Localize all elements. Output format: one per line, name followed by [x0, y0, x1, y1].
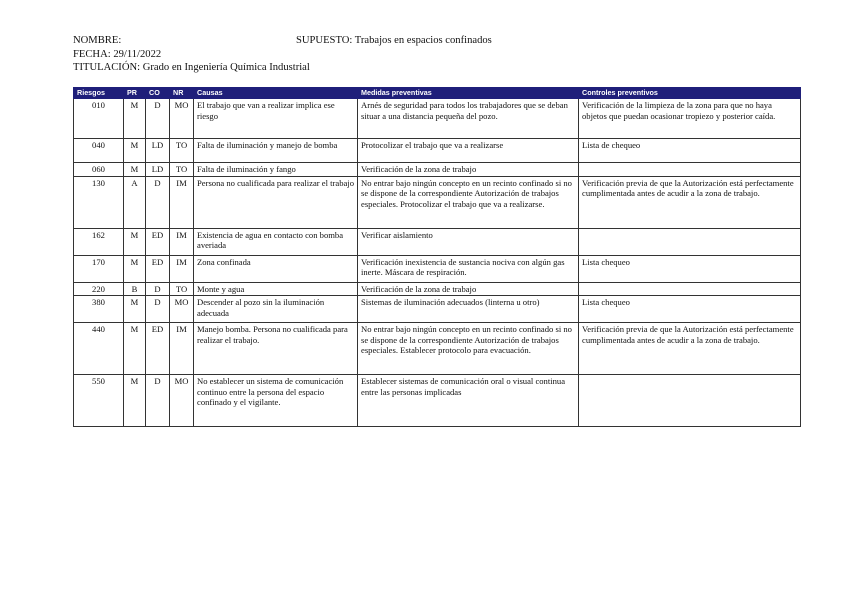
cell-riesgo: 130 — [74, 176, 124, 228]
cell-pr: B — [124, 282, 146, 296]
cell-causa: No establecer un sistema de comunicación continuo entre la persona del espacio confinado y el vigilante. — [194, 375, 358, 427]
table-row — [74, 375, 801, 427]
cell-nr: TO — [170, 282, 194, 296]
cell-co: LD — [146, 163, 170, 177]
cell-control: Verificación de la limpieza de la zona para que no haya objetos que puedan ocasionar tropiezo y posterior caída. — [579, 99, 801, 139]
cell-riesgo: 162 — [74, 228, 124, 255]
cell-nr: TO — [170, 163, 194, 177]
cell-pr: M — [124, 323, 146, 375]
cell-riesgo: 170 — [74, 255, 124, 282]
header-co: CO — [146, 88, 170, 99]
table-row — [74, 255, 801, 282]
cell-nr: IM — [170, 323, 194, 375]
header-controles: Controles preventivos — [579, 88, 801, 99]
cell-control: Verificación previa de que la Autorización está perfectamente cumplimentada antes de acudir a la zona de trabajo. — [579, 176, 801, 228]
cell-co: ED — [146, 255, 170, 282]
table-row — [74, 99, 801, 139]
cell-pr: M — [124, 139, 146, 163]
cell-causa: El trabajo que van a realizar implica ese riesgo — [194, 99, 358, 139]
cell-pr: M — [124, 99, 146, 139]
header-causas: Causas — [194, 88, 358, 99]
cell-nr: TO — [170, 139, 194, 163]
cell-nr: MO — [170, 375, 194, 427]
cell-control — [579, 282, 801, 296]
cell-riesgo: 060 — [74, 163, 124, 177]
cell-control — [579, 375, 801, 427]
cell-medida: Sistemas de iluminación adecuados (linterna u otro) — [358, 296, 579, 323]
cell-nr: MO — [170, 99, 194, 139]
cell-control — [579, 228, 801, 255]
cell-riesgo: 440 — [74, 323, 124, 375]
table-row — [74, 228, 801, 255]
cell-riesgo: 220 — [74, 282, 124, 296]
cell-co: D — [146, 99, 170, 139]
cell-control: Lista chequeo — [579, 255, 801, 282]
supuesto-label: SUPUESTO: Trabajos en espacios confinados — [296, 35, 492, 46]
cell-medida: No entrar bajo ningún concepto en un recinto confinado si no se dispone de la correspondiente Autorización de trabajos especiales. Establecer protocolo para evacuación. — [358, 323, 579, 375]
cell-medida: Verificación de la zona de trabajo — [358, 282, 579, 296]
cell-control: Verificación previa de que la Autorización está perfectamente cumplimentada antes de acudir a la zona de trabajo. — [579, 323, 801, 375]
header-riesgos: Riesgos — [74, 88, 124, 99]
cell-nr: MO — [170, 296, 194, 323]
cell-riesgo: 040 — [74, 139, 124, 163]
table-row — [74, 323, 801, 375]
cell-medida: Verificación de la zona de trabajo — [358, 163, 579, 177]
cell-control: Lista de chequeo — [579, 139, 801, 163]
cell-nr: IM — [170, 176, 194, 228]
cell-pr: M — [124, 255, 146, 282]
cell-control — [579, 163, 801, 177]
document-header — [73, 34, 310, 75]
cell-medida: Protocolizar el trabajo que va a realizarse — [358, 139, 579, 163]
nombre-label: NOMBRE: — [73, 35, 122, 46]
cell-causa: Falta de iluminación y manejo de bomba — [194, 139, 358, 163]
cell-riesgo: 550 — [74, 375, 124, 427]
header-nr: NR — [170, 88, 194, 99]
cell-co: D — [146, 375, 170, 427]
cell-causa: Manejo bomba. Persona no cualificada para realizar el trabajo. — [194, 323, 358, 375]
cell-pr: M — [124, 296, 146, 323]
cell-co: D — [146, 176, 170, 228]
fecha-label: FECHA: 29/11/2022 — [73, 48, 162, 60]
cell-riesgo: 380 — [74, 296, 124, 323]
titulacion-label: TITULACIÓN: Grado en Ingeniería Química Industrial — [73, 62, 310, 73]
cell-medida: Verificar aislamiento — [358, 228, 579, 255]
cell-co: LD — [146, 139, 170, 163]
cell-riesgo: 010 — [74, 99, 124, 139]
table-row — [74, 176, 801, 228]
cell-causa: Monte y agua — [194, 282, 358, 296]
cell-causa: Descender al pozo sin la iluminación adecuada — [194, 296, 358, 323]
cell-pr: M — [124, 228, 146, 255]
header-pr: PR — [124, 88, 146, 99]
cell-pr: M — [124, 163, 146, 177]
cell-pr: A — [124, 176, 146, 228]
cell-causa: Zona confinada — [194, 255, 358, 282]
cell-causa: Persona no cualificada para realizar el trabajo — [194, 176, 358, 228]
table-row — [74, 163, 801, 177]
risk-table — [73, 87, 801, 427]
table-row — [74, 282, 801, 296]
cell-co: ED — [146, 323, 170, 375]
table-row — [74, 296, 801, 323]
cell-pr: M — [124, 375, 146, 427]
cell-co: D — [146, 296, 170, 323]
table-header-row — [74, 88, 801, 99]
table-row — [74, 139, 801, 163]
cell-causa: Falta de iluminación y fango — [194, 163, 358, 177]
cell-co: ED — [146, 228, 170, 255]
cell-medida: Establecer sistemas de comunicación oral o visual continua entre las personas implicadas — [358, 375, 579, 427]
cell-control: Lista chequeo — [579, 296, 801, 323]
cell-medida: No entrar bajo ningún concepto en un recinto confinado si no se dispone de la correspondiente Autorización de trabajos especiales. Protocolizar el trabajo que va a realizarse. — [358, 176, 579, 228]
cell-medida: Verificación inexistencia de sustancia nociva con algún gas inerte. Máscara de respiración. — [358, 255, 579, 282]
cell-nr: IM — [170, 228, 194, 255]
cell-nr: IM — [170, 255, 194, 282]
header-medidas: Medidas preventivas — [358, 88, 579, 99]
cell-medida: Arnés de seguridad para todos los trabajadores que se deban situar a una distancia pequeña del pozo. — [358, 99, 579, 139]
cell-causa: Existencia de agua en contacto con bomba averiada — [194, 228, 358, 255]
cell-co: D — [146, 282, 170, 296]
